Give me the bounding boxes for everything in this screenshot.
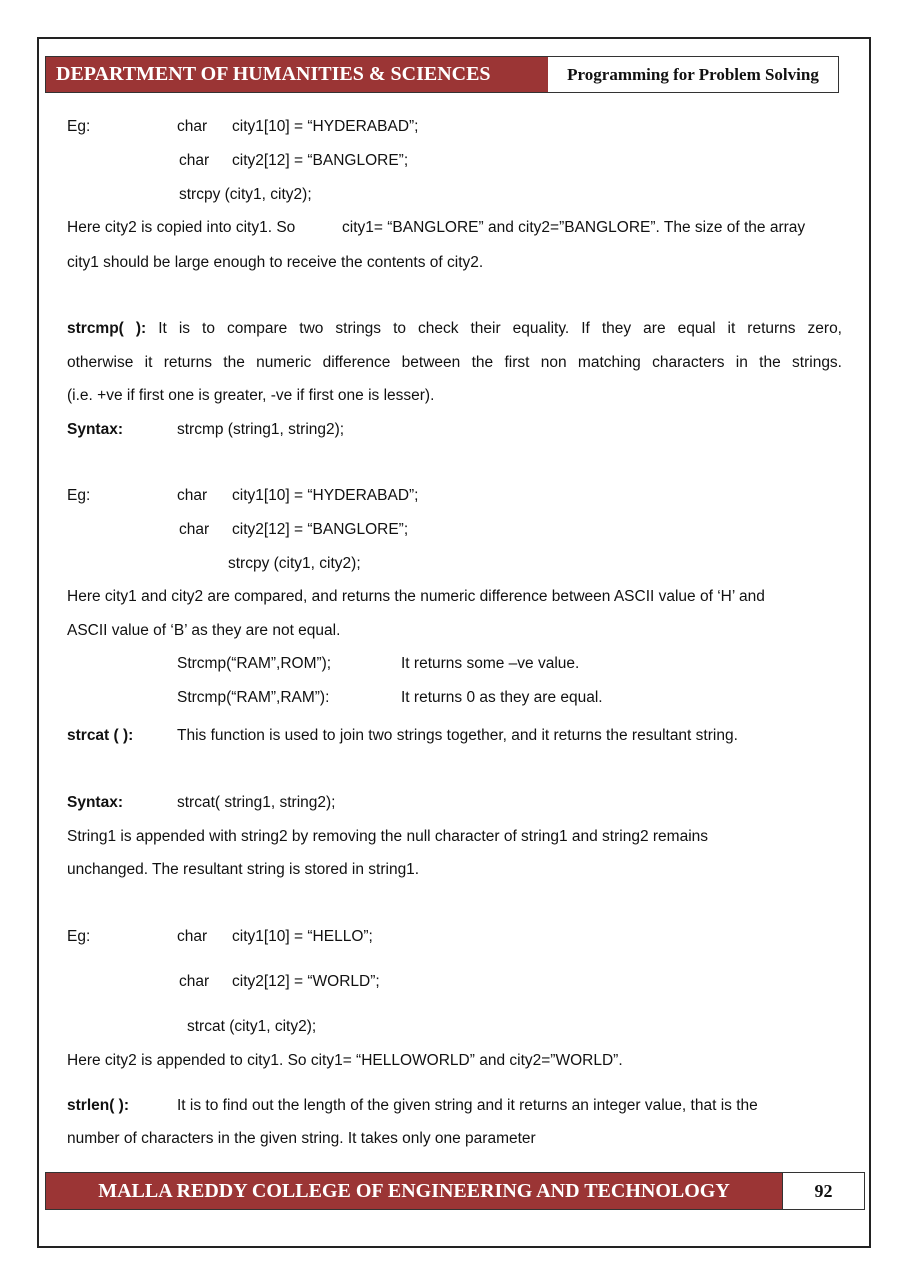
college-name: MALLA REDDY COLLEGE OF ENGINEERING AND TECHNOLOGY — [46, 1173, 782, 1209]
strcpy-eg-line3: strcpy (city1, city2); — [179, 186, 312, 203]
strcmp-ex1-code: Strcmp(“RAM”,ROM”); — [177, 655, 332, 672]
strcat-eg-label: Eg: — [67, 928, 91, 945]
strcmp-eg-line2-kw: char — [179, 521, 210, 538]
strcpy-eg-line2-code: city2[12] = “BANGLORE”; — [232, 152, 409, 169]
strcmp-ex2-code: Strcmp(“RAM”,RAM”): — [177, 689, 330, 706]
strcat-term: strcat ( ): — [67, 727, 134, 744]
strcat-eg-line3: strcat (city1, city2); — [187, 1018, 317, 1035]
strcmp-eg-label: Eg: — [67, 487, 91, 504]
strcmp-ex2-result: It returns 0 as they are equal. — [401, 689, 603, 706]
strcpy-explain1b: city1= “BANGLORE” and city2=”BANGLORE”. The size of the array — [342, 219, 806, 236]
strcat-eg-line1-kw: char — [177, 928, 208, 945]
strcmp-desc1-text: It is to compare two strings to check their equality. If they are equal it returns zero, — [158, 320, 842, 337]
strcmp-desc1 — [67, 319, 842, 339]
strcmp-explain1: Here city1 and city2 are compared, and returns the numeric difference between ASCII value of ‘H’ and — [67, 588, 765, 605]
strcmp-syntax-label: Syntax: — [67, 421, 123, 438]
strcat-syntax: strcat( string1, string2); — [177, 794, 336, 811]
strcat-desc: This function is used to join two strings together, and it returns the resultant string. — [177, 727, 738, 744]
strcmp-eg-line3: strcpy (city1, city2); — [228, 555, 361, 572]
page-footer — [45, 1172, 865, 1210]
strcpy-eg-line1-kw: char — [177, 118, 208, 135]
strcpy-explain2: city1 should be large enough to receive the contents of city2. — [67, 254, 484, 271]
strcat-eg-line2-kw: char — [179, 973, 210, 990]
strcat-eg-line2-code: city2[12] = “WORLD”; — [232, 973, 380, 990]
strcmp-eg-line1-code: city1[10] = “HYDERABAD”; — [232, 487, 419, 504]
strcmp-desc2: otherwise it returns the numeric difference between the first non matching characters in the strings. — [67, 354, 842, 371]
strcpy-eg-label: Eg: — [67, 118, 91, 135]
page-header — [45, 56, 839, 93]
strcpy-explain1a: Here city2 is copied into city1. So — [67, 219, 296, 236]
strcmp-explain2: ASCII value of ‘B’ as they are not equal. — [67, 622, 341, 639]
strlen-desc1: It is to find out the length of the given string and it returns an integer value, that is the — [177, 1097, 758, 1114]
strcmp-syntax: strcmp (string1, string2); — [177, 421, 345, 438]
strcat-explain1: String1 is appended with string2 by removing the null character of string1 and string2 remains — [67, 828, 709, 845]
subject-title: Programming for Problem Solving — [567, 64, 819, 84]
strcmp-desc3: (i.e. +ve if first one is greater, -ve if first one is lesser). — [67, 387, 435, 404]
strcmp-ex1-result: It returns some –ve value. — [401, 655, 580, 672]
strlen-desc2: number of characters in the given string. It takes only one parameter — [67, 1130, 536, 1147]
strcpy-eg-line1-code: city1[10] = “HYDERABAD”; — [232, 118, 419, 135]
strcat-explain2: unchanged. The resultant string is stored in string1. — [67, 861, 420, 878]
strlen-term: strlen( ): — [67, 1097, 129, 1114]
strcat-syntax-label: Syntax: — [67, 794, 123, 811]
strcmp-eg-line1-kw: char — [177, 487, 208, 504]
strcat-eg-line1-code: city1[10] = “HELLO”; — [232, 928, 373, 945]
strcat-explain3: Here city2 is appended to city1. So city1= “HELLOWORLD” and city2=”WORLD”. — [67, 1052, 623, 1069]
strcmp-eg-line2-code: city2[12] = “BANGLORE”; — [232, 521, 409, 538]
page-number: 92 — [782, 1173, 864, 1209]
department-title: DEPARTMENT OF HUMANITIES & SCIENCES — [46, 57, 548, 92]
strcpy-eg-line2-kw: char — [179, 152, 210, 169]
strcmp-term: strcmp( ): — [67, 320, 147, 337]
